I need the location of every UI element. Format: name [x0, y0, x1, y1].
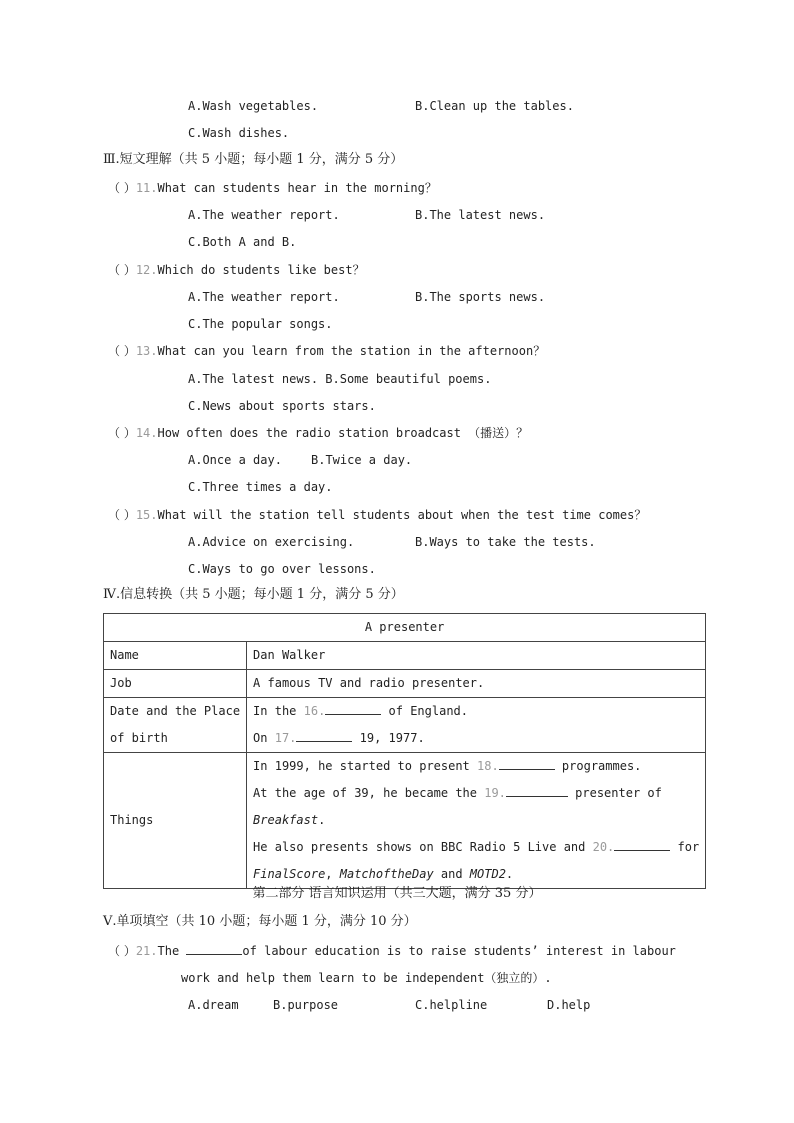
- text: programmes.: [554, 759, 642, 773]
- q21-option-c: C.helpline: [415, 998, 488, 1012]
- q21-pre: The: [157, 944, 187, 958]
- answer-paren: （ ）: [108, 263, 136, 277]
- things-line-4: [253, 834, 699, 861]
- q12-option-c: C.The popular songs.: [188, 317, 333, 331]
- q14-number: 14.: [135, 426, 158, 440]
- things-line-2: [253, 780, 699, 807]
- birth-line-2: [253, 725, 699, 752]
- table-row: [104, 642, 706, 670]
- text: ,: [325, 867, 340, 881]
- q21-blank[interactable]: [186, 942, 242, 955]
- q21-option-b: B.purpose: [273, 998, 339, 1012]
- q15-option-a: A.Advice on exercising.: [188, 535, 355, 549]
- text: .: [505, 867, 514, 881]
- birth-label-2: of birth: [110, 731, 168, 745]
- q14-text: How often does the radio station broadcast （播送）？: [157, 426, 529, 440]
- table-row: [104, 753, 706, 889]
- text: of England.: [381, 704, 469, 718]
- q13-text: What can you learn from the station in the afternoon？: [157, 344, 546, 358]
- section4-title: Ⅳ.信息转换（共 5 小题；每小题 1 分，满分 5 分）: [103, 587, 404, 602]
- q21-line2: work and help them learn to be independent（独立的）.: [181, 971, 552, 985]
- text: 19, 1977.: [352, 731, 425, 745]
- part2-title: 第二部分 语言知识运用（共三大题，满分 35 分）: [252, 886, 542, 901]
- q21-post: of labour education is to raise students’ interest in labour: [242, 944, 676, 958]
- blank-18-number: 18.: [477, 759, 499, 773]
- blank-19-number: 19.: [484, 786, 506, 800]
- q11-option-b: B.The latest news.: [415, 208, 546, 222]
- blank-19[interactable]: [506, 784, 568, 797]
- q15-number: 15.: [135, 508, 158, 522]
- blank-18[interactable]: [499, 757, 555, 770]
- name-label: Name: [110, 648, 139, 662]
- q12-number: 12.: [135, 263, 158, 277]
- birth-line-1: [253, 698, 699, 725]
- text: In the: [253, 704, 304, 718]
- blank-20[interactable]: [614, 838, 670, 851]
- q11-number: 11.: [135, 181, 158, 195]
- text: for: [670, 840, 700, 854]
- answer-paren: （ ）: [108, 508, 136, 522]
- q21-option-a: A.dream: [188, 998, 239, 1012]
- q10-option-c: C.Wash dishes.: [188, 126, 290, 140]
- text: .: [318, 813, 326, 827]
- show-finalscore: FinalScore: [253, 867, 326, 881]
- q14-option-a: A.Once a day.: [188, 453, 282, 467]
- q15-option-c: C.Ways to go over lessons.: [188, 562, 376, 576]
- q13-option-c: C.News about sports stars.: [188, 399, 376, 413]
- text: He also presents shows on BBC Radio 5 Live and: [253, 840, 593, 854]
- table-row: [104, 698, 706, 753]
- answer-paren: （ ）: [108, 181, 136, 195]
- things-line-3: [253, 807, 699, 834]
- q13-row: [108, 343, 545, 359]
- show-breakfast: Breakfast: [253, 813, 319, 827]
- q11-text: What can students hear in the morning？: [157, 181, 437, 195]
- q12-text: Which do students like best？: [157, 263, 365, 277]
- things-label: Things: [110, 813, 154, 827]
- q12-option-b: B.The sports news.: [415, 290, 546, 304]
- job-label: Job: [110, 676, 132, 690]
- show-matchoftheday: MatchoftheDay: [339, 867, 434, 881]
- q15-option-b: B.Ways to take the tests.: [415, 535, 596, 549]
- table-header: A presenter: [364, 620, 445, 634]
- presenter-table: [103, 613, 706, 889]
- text: presenter of: [567, 786, 662, 800]
- q21-row: [108, 942, 676, 959]
- q14-row: [108, 425, 528, 441]
- q14-option-c: C.Three times a day.: [188, 480, 333, 494]
- answer-paren: （ ）: [108, 426, 136, 440]
- blank-20-number: 20.: [592, 840, 615, 854]
- q12-row: [108, 262, 365, 278]
- q15-text: What will the station tell students about when the test time comes？: [157, 508, 647, 522]
- text: In 1999, he started to present: [253, 759, 478, 773]
- text: and: [433, 867, 470, 881]
- q13-option-ab: A.The latest news. B.Some beautiful poems.: [188, 372, 492, 386]
- q10-option-a: A.Wash vegetables.: [188, 99, 319, 113]
- things-line-5: [253, 861, 699, 888]
- things-line-1: [253, 753, 699, 780]
- blank-16-number: 16.: [303, 704, 326, 718]
- q11-row: [108, 180, 437, 196]
- birth-label-1: Date and the Place: [110, 704, 241, 718]
- q15-row: [108, 507, 646, 523]
- answer-paren: （ ）: [108, 344, 136, 358]
- answer-paren: （ ）: [108, 944, 136, 958]
- show-motd2: MOTD2: [469, 867, 506, 881]
- table-row: [104, 614, 706, 642]
- blank-16[interactable]: [325, 702, 381, 715]
- q14-option-b: B.Twice a day.: [311, 453, 413, 467]
- q21-number: 21.: [135, 944, 158, 958]
- text: On: [253, 731, 275, 745]
- q11-option-c: C.Both A and B.: [188, 235, 297, 249]
- q11-option-a: A.The weather report.: [188, 208, 340, 222]
- job-value: A famous TV and radio presenter.: [253, 676, 485, 690]
- blank-17-number: 17.: [274, 731, 297, 745]
- section5-title: Ⅴ.单项填空（共 10 小题；每小题 1 分，满分 10 分）: [103, 914, 417, 929]
- q12-option-a: A.The weather report.: [188, 290, 340, 304]
- q21-option-d: D.help: [547, 998, 591, 1012]
- q13-number: 13.: [135, 344, 158, 358]
- q10-option-b: B.Clean up the tables.: [415, 99, 574, 113]
- text: At the age of 39, he became the: [253, 786, 485, 800]
- section3-title: Ⅲ.短文理解（共 5 小题；每小题 1 分，满分 5 分）: [103, 152, 404, 167]
- table-row: [104, 670, 706, 698]
- name-value: Dan Walker: [253, 648, 326, 662]
- blank-17[interactable]: [296, 729, 352, 742]
